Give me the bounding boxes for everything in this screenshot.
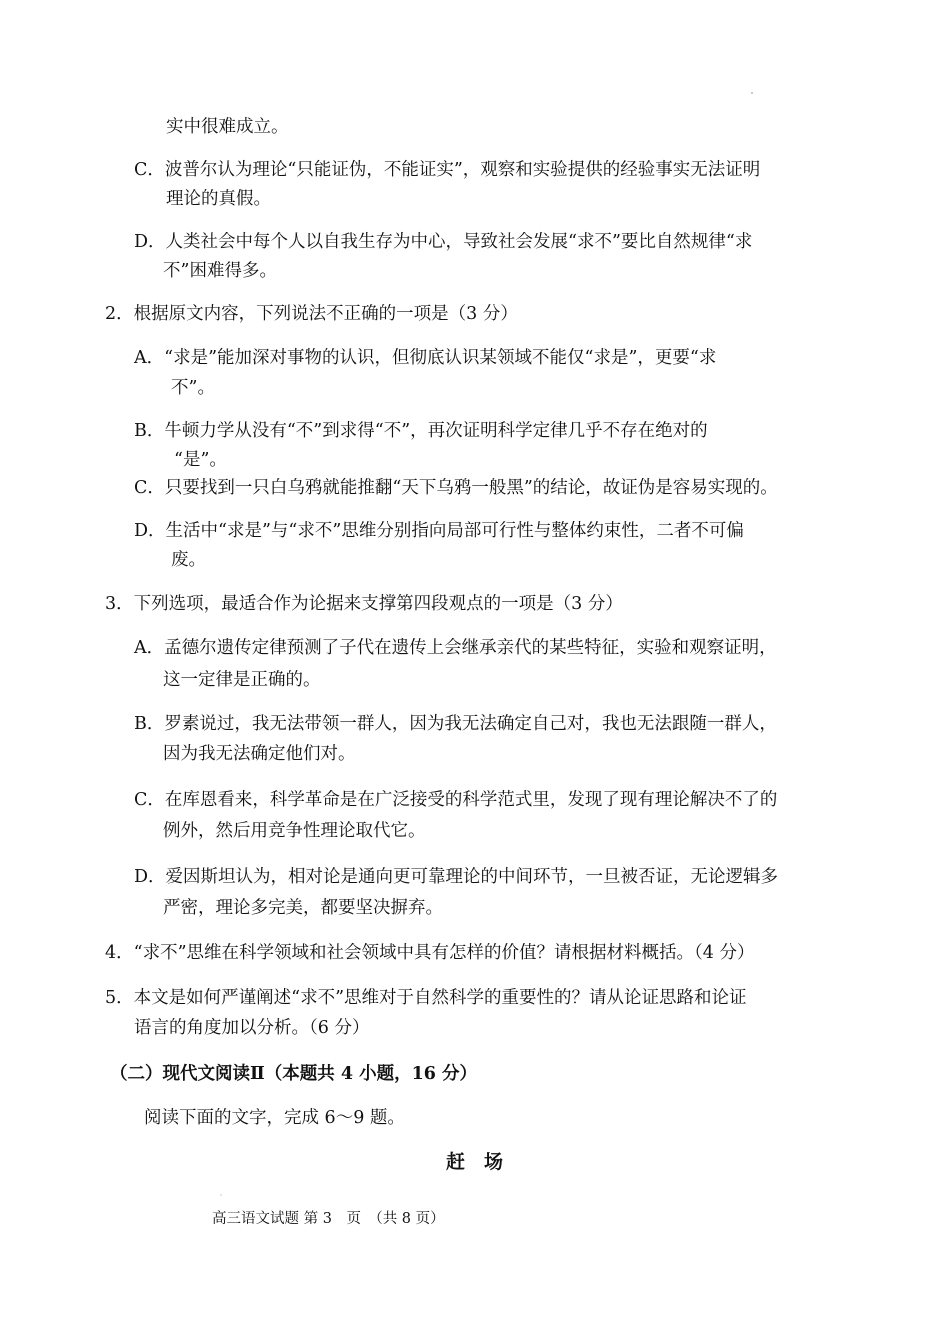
q3-option-c-line1: C．在库恩看来，科学革命是在广泛接受的科学范式里，发现了现有理论解决不了的 — [134, 790, 778, 810]
q2-option-d-line2: 废。 — [171, 550, 206, 570]
q3-option-a-line1: A．孟德尔遗传定律预测了子代在遗传上会继承亲代的某些特征，实验和观察证明， — [134, 638, 777, 658]
question-4-stem: 4．“求不”思维在科学领域和社会领域中具有怎样的价值？请根据材料概括。（4 分） — [105, 943, 755, 963]
q2-option-a-line1: A．“求是”能加深对事物的认识，但彻底认识某领域不能仅“求是”，更要“求 — [134, 348, 717, 368]
question-2-stem: 2．根据原文内容，下列说法不正确的一项是（3 分） — [105, 304, 518, 324]
q2-option-a-line2: 不”。 — [171, 378, 215, 398]
q1-option-c-line2: 理论的真假。 — [166, 189, 271, 209]
question-3-stem: 3．下列选项，最适合作为论据来支撑第四段观点的一项是（3 分） — [105, 594, 623, 614]
q3-option-d-line1: D．爱因斯坦认为，相对论是通向更可靠理论的中间环节，一旦被否证，无论逻辑多 — [134, 867, 779, 887]
q1-option-d-line1: D．人类社会中每个人以自我生存为中心，导致社会发展“求不”要比自然规律“求 — [134, 232, 753, 252]
scan-speck — [220, 1194, 222, 1196]
q3-option-a-line2: 这一定律是正确的。 — [163, 670, 321, 690]
q3-option-b-line1: B．罗素说过，我无法带领一群人，因为我无法确定自己对，我也无法跟随一群人， — [134, 714, 777, 734]
scan-speck — [751, 92, 753, 94]
q3-option-c-line2: 例外，然后用竞争性理论取代它。 — [163, 821, 426, 841]
story-title: 赶 场 — [446, 1151, 504, 1173]
question-5-stem-line1: 5．本文是如何严谨阐述“求不”思维对于自然科学的重要性的？请从论证思路和论证 — [105, 988, 747, 1008]
q1-option-d-line2: 不”困难得多。 — [163, 261, 277, 281]
q1-option-c-line1: C．波普尔认为理论“只能证伪，不能证实”，观察和实验提供的经验事实无法证明 — [134, 160, 761, 180]
reading-instruction: 阅读下面的文字，完成 6～9 题。 — [144, 1108, 405, 1128]
q2-option-b-line2: “是”。 — [174, 450, 227, 470]
section-heading: （二）现代文阅读Ⅱ（本题共 4 小题，16 分） — [110, 1064, 478, 1084]
q3-option-b-line2: 因为我无法确定他们对。 — [163, 744, 356, 764]
q2-option-d-line1: D．生活中“求是”与“求不”思维分别指向局部可行性与整体约束性，二者不可偏 — [134, 521, 744, 541]
q3-option-d-line2: 严密，理论多完美，都要坚决摒弃。 — [163, 898, 443, 918]
page-footer: 高三语文试题 第 3 页 （共 8 页） — [212, 1211, 445, 1227]
q2-option-b-line1: B．牛顿力学从没有“不”到求得“不”，再次证明科学定律几乎不存在绝对的 — [134, 421, 708, 441]
question-5-stem-line2: 语言的角度加以分析。（6 分） — [134, 1018, 370, 1038]
q2-option-c-line1: C．只要找到一只白乌鸦就能推翻“天下乌鸦一般黑”的结论，故证伪是容易实现的。 — [134, 478, 778, 498]
option-b-continuation: 实中很难成立。 — [166, 117, 289, 137]
